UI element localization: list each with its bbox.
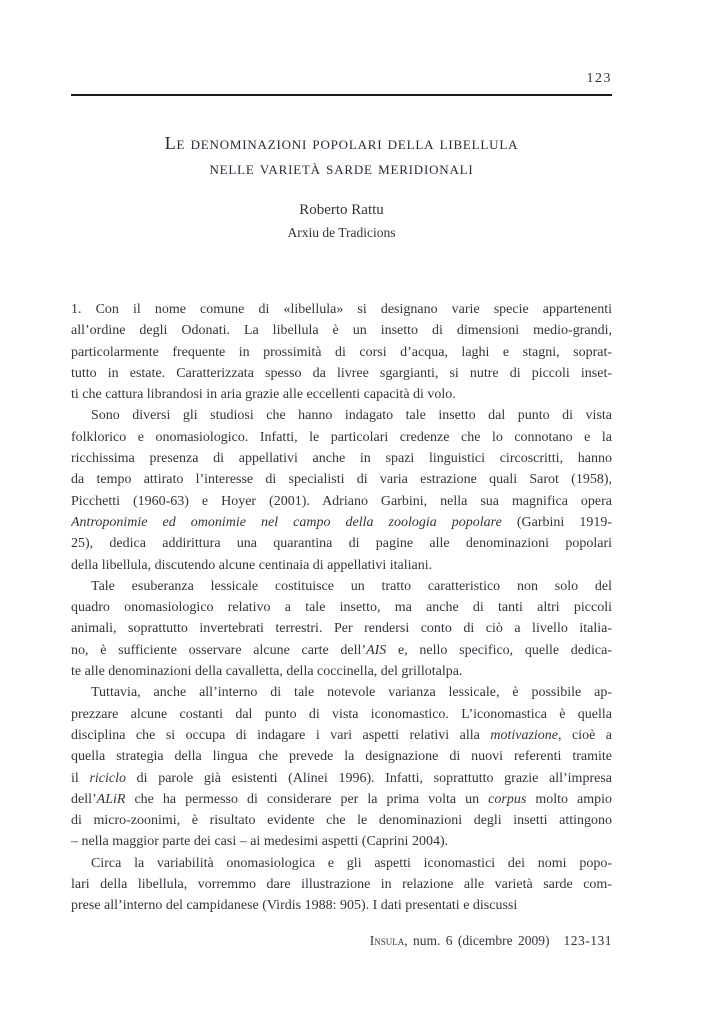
author-affiliation: Arxiu de Tradicions bbox=[287, 225, 396, 240]
page-range: 123-131 bbox=[563, 933, 612, 948]
text-line: lari della libellula, vorremmo dare illustrazione in relazione alle varietà sarde com- bbox=[71, 877, 612, 893]
text-line: – nella maggior parte dei casi – ai medesimi aspetti (Caprini 2004). bbox=[71, 834, 449, 850]
journal-name: Insula bbox=[369, 933, 405, 948]
text-line: folklorico e onomasiologico. Infatti, le particolari credenze che lo connotano e la bbox=[71, 429, 612, 445]
journal-footer bbox=[71, 933, 612, 949]
text-line: particolarmente frequente in prossimità di corsi d’acqua, laghi e stagni, soprat- bbox=[71, 344, 612, 360]
text-line: Circa la variabilità onomasiologica e gli aspetti iconomastici dei nomi popo- bbox=[91, 855, 612, 871]
page-number: 123 bbox=[586, 71, 612, 86]
text-line: te alle denominazioni della cavalletta, della coccinella, del grillotalpa. bbox=[71, 664, 463, 680]
article-body bbox=[71, 299, 612, 917]
text-line: tutto in estate. Caratterizzata spesso da livree sgargianti, si nutre di piccoli inset- bbox=[71, 365, 612, 381]
text-line: 25), dedica addirittura una quarantina di pagine alle denominazioni popolari bbox=[71, 536, 612, 552]
text-line: di micro-zoonimi, è risultato evidente che le denominazioni degli insetti attingono bbox=[71, 813, 612, 829]
text-line: quella strategia della lingua che prevede la designazione di nuovi referenti tramite bbox=[71, 749, 612, 765]
author-name: Roberto Rattu bbox=[299, 202, 384, 218]
text-line: prese all’interno del campidanese (Virdis 1988: 905). I dati presentati e discussi bbox=[71, 898, 518, 914]
article-title-line1: Le denominazioni popolari della libellula bbox=[164, 133, 519, 153]
text-line: Tuttavia, anche all’interno di tale notevole varianza lessicale, è possibile ap- bbox=[91, 685, 612, 701]
text-line: disciplina che si occupa di indagare i vari aspetti relativi alla motivazione, cioè a bbox=[71, 727, 612, 743]
text-line: il riciclo di parole già esistenti (Alinei 1996). Infatti, soprattutto grazie all’impresa bbox=[71, 770, 612, 786]
header-rule bbox=[71, 94, 612, 96]
text-line: Picchetti (1960-63) e Hoyer (2001). Adriano Garbini, nella sua magnifica opera bbox=[71, 493, 612, 509]
text-line: da tempo attirato l’interesse di specialisti di varia estrazione quali Sarot (1958), bbox=[71, 472, 612, 488]
text-line: animali, soprattutto invertebrati terrestri. Per rendersi conto di ciò a livello italia- bbox=[71, 621, 612, 637]
text-line: ricchissima presenza di appellativi anche in spazi linguistici circoscritti, hanno bbox=[71, 451, 612, 467]
text-line: Sono diversi gli studiosi che hanno indagato tale insetto dal punto di vista bbox=[91, 408, 612, 424]
text-line: ti che cattura librandosi in aria grazie alle eccellenti capacità di volo. bbox=[71, 387, 456, 403]
text-line: no, è sufficiente osservare alcune carte dell’AIS e, nello specifico, quelle dedica- bbox=[71, 642, 612, 658]
text-line: Tale esuberanza lessicale costituisce un tratto caratteristico non solo del bbox=[91, 578, 612, 594]
text-line: prezzare alcune costanti dal punto di vista iconomastico. L’iconomastica è quella bbox=[71, 706, 612, 722]
text-line: della libellula, discutendo alcune centinaia di appellativi italiani. bbox=[71, 557, 433, 573]
text-line: Antroponimie ed omonimie nel campo della zoologia popolare (Garbini 1919- bbox=[71, 514, 612, 530]
text-line: 1. Con il nome comune di «libellula» si designano varie specie appartenenti bbox=[71, 302, 612, 317]
article-title-line2: nelle varietà sarde meridionali bbox=[209, 158, 474, 178]
text-line: all’ordine degli Odonati. La libellula è un insetto di dimensioni medio-grandi, bbox=[71, 323, 612, 339]
article-title bbox=[71, 131, 612, 181]
issue-info: , num. 6 (dicembre 2009) bbox=[404, 933, 550, 948]
text-line: dell’ALiR che ha permesso di considerare per la prima volta un corpus molto ampio bbox=[71, 791, 612, 807]
text-line: quadro onomasiologico relativo a tale insetto, ma anche di tanti altri piccoli bbox=[71, 600, 612, 616]
